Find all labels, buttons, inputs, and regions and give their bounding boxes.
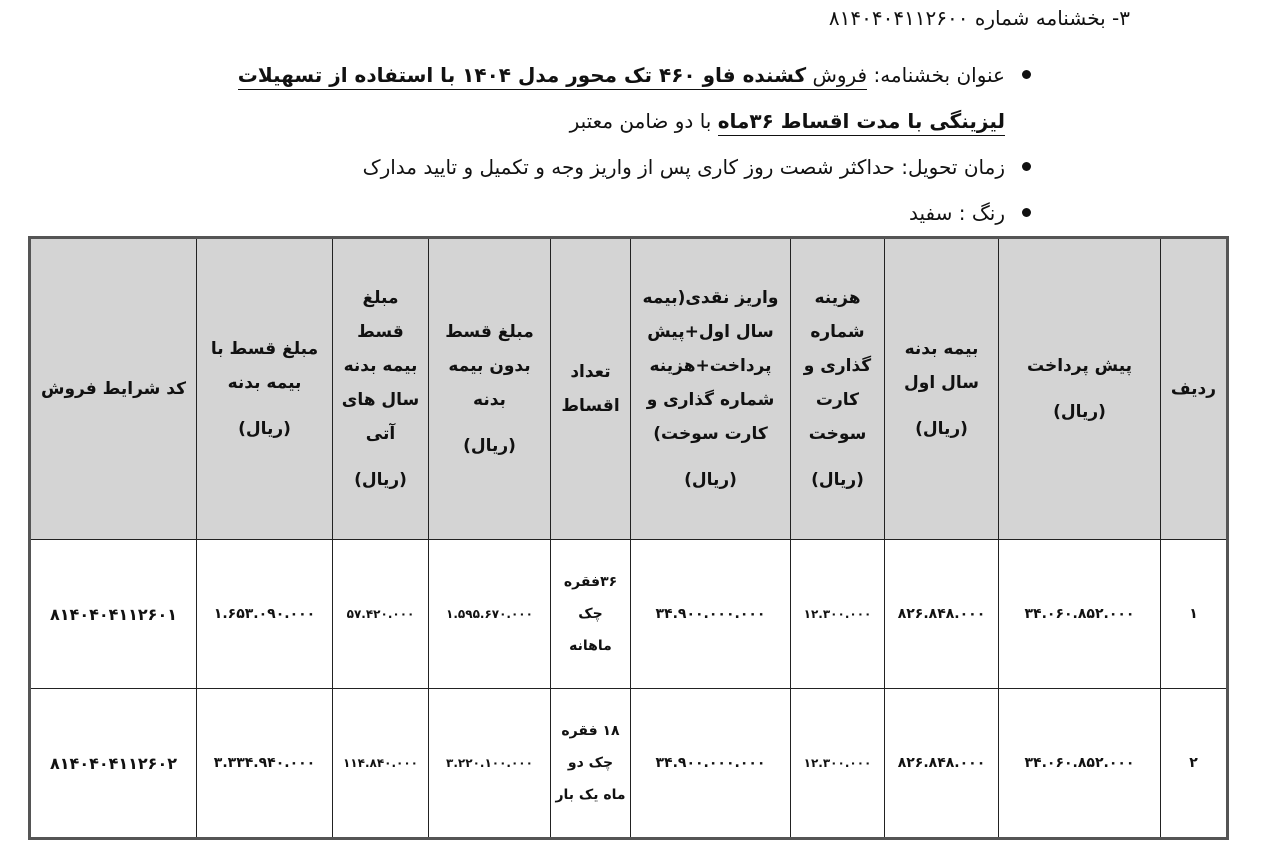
sales-conditions-table [28,236,1229,840]
cell-plate-fuel-card: ۱۲.۳۰۰.۰۰۰ [791,540,885,689]
cell-prepayment: ۳۴.۰۶۰.۸۵۲.۰۰۰ [999,540,1161,689]
cell-row-number: ۱ [1161,540,1228,689]
title-suffix: با دو ضامن معتبر [569,109,712,133]
cell-installment-count: ۳۶فقره چک ماهانه [551,540,631,689]
cell-cash-deposit: ۳۴.۹۰۰.۰۰۰.۰۰۰ [631,540,791,689]
header-plate-fuel-card: هزینه شماره گذاری و کارت سوخت (ریال) [791,238,885,540]
cell-installment-no-insurance: ۳.۲۲۰.۱۰۰.۰۰۰ [429,689,551,839]
table-row [30,540,1228,689]
header-prepayment: پیش پرداخت (ریال) [999,238,1161,540]
cell-cash-deposit: ۳۴.۹۰۰.۰۰۰.۰۰۰ [631,689,791,839]
cell-insurance-installment: ۵۷.۴۲۰.۰۰۰ [333,540,429,689]
delivery-time: زمان تحویل: حداکثر شصت روز کاری پس از واریز وجه و تکمیل و تایید مدارک [215,144,1035,190]
title-bold: کشنده فاو ۴۶۰ تک محور مدل ۱۴۰۴ با استفاده از تسهیلات لیزینگی با مدت اقساط ۳۶ماه [237,63,1005,133]
title-label: عنوان بخشنامه: [873,63,1005,87]
cell-installment-count: ۱۸ فقره چک دو ماه یک بار [551,689,631,839]
cell-installment-with-insurance: ۱.۶۵۳.۰۹۰.۰۰۰ [197,540,333,689]
circular-details [215,52,1035,236]
cell-insurance-first-year: ۸۲۶.۸۴۸.۰۰۰ [885,689,999,839]
cell-insurance-installment: ۱۱۴.۸۴۰.۰۰۰ [333,689,429,839]
title-prefix: فروش [812,63,868,87]
cell-sale-code: ۸۱۴۰۴۰۴۱۱۲۶۰۲ [30,689,197,839]
cell-sale-code: ۸۱۴۰۴۰۴۱۱۲۶۰۱ [30,540,197,689]
cell-plate-fuel-card: ۱۲.۳۰۰.۰۰۰ [791,689,885,839]
cell-prepayment: ۳۴.۰۶۰.۸۵۲.۰۰۰ [999,689,1161,839]
circular-heading: ۳- بخشنامه شماره ۸۱۴۰۴۰۴۱۱۲۶۰۰ [828,6,1130,30]
vehicle-color: رنگ : سفید [215,190,1035,236]
cell-installment-with-insurance: ۳.۳۳۴.۹۴۰.۰۰۰ [197,689,333,839]
header-row-number: ردیف [1161,238,1228,540]
header-installment-no-insurance: مبلغ قسط بدون بیمه بدنه (ریال) [429,238,551,540]
circular-title [190,52,1035,144]
cell-installment-no-insurance: ۱.۵۹۵.۶۷۰.۰۰۰ [429,540,551,689]
header-insurance-first-year: بیمه بدنه سال اول (ریال) [885,238,999,540]
header-cash-deposit: واریز نقدی(بیمه سال اول+پیش پرداخت+هزینه شماره گذاری و کارت سوخت) (ریال) [631,238,791,540]
cell-row-number: ۲ [1161,689,1228,839]
cell-insurance-first-year: ۸۲۶.۸۴۸.۰۰۰ [885,540,999,689]
table-header-row [30,238,1228,540]
header-installment-with-insurance: مبلغ قسط با بیمه بدنه (ریال) [197,238,333,540]
table-row [30,689,1228,839]
header-sale-code: کد شرایط فروش [30,238,197,540]
header-insurance-installment: مبلغ قسط بیمه بدنه سال های آتی (ریال) [333,238,429,540]
header-installment-count: تعداد اقساط [551,238,631,540]
